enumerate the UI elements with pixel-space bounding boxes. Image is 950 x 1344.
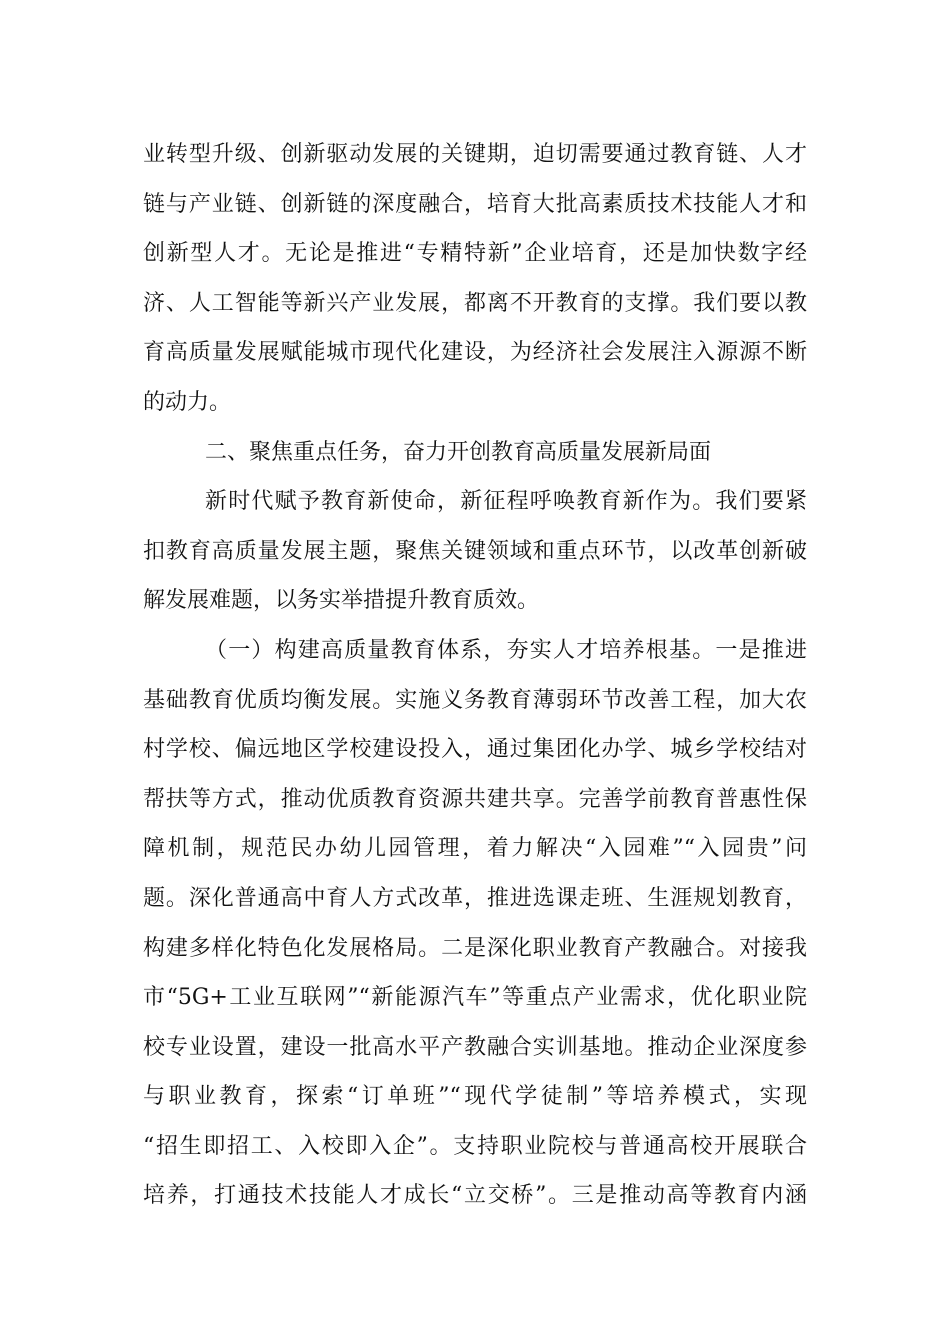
- text-line: 扣教育高质量发展主题，聚焦关键领域和重点环节，以改革创新破: [143, 538, 807, 564]
- text-line: 解发展难题，以务实举措提升教育质效。: [143, 588, 540, 614]
- text-line: 育高质量发展赋能城市现代化建设，为经济社会发展注入源源不断: [143, 340, 807, 366]
- section-heading: 二、聚焦重点任务，奋力开创教育高质量发展新局面: [205, 439, 712, 465]
- text-line: 链与产业链、创新链的深度融合，培育大批高素质技术技能人才和: [143, 191, 807, 217]
- text-line: 济、人工智能等新兴产业发展，都离不开教育的支撑。我们要以教: [143, 290, 807, 316]
- text-line: 新时代赋予教育新使命，新征程呼唤教育新作为。我们要紧: [205, 489, 807, 515]
- text-line: “招生即招工、入校即入企”。支持职业院校与普通高校开展联合: [143, 1133, 807, 1159]
- text-line: 校专业设置，建设一批高水平产教融合实训基地。推动企业深度参: [143, 1034, 807, 1060]
- text-line: 与职业教育，探索“订单班”“现代学徒制”等培养模式，实现: [143, 1084, 807, 1110]
- text-line: 市“5G+工业互联网”“新能源汽车”等重点产业需求，优化职业院: [143, 985, 807, 1011]
- text-line: 业转型升级、创新驱动发展的关键期，迫切需要通过教育链、人才: [143, 142, 807, 167]
- text-line: 基础教育优质均衡发展。实施义务教育薄弱环节改善工程，加大农: [143, 687, 807, 713]
- text-line: 村学校、偏远地区学校建设投入，通过集团化办学、城乡学校结对: [143, 737, 807, 763]
- text-line: 题。深化普通高中育人方式改革，推进选课走班、生涯规划教育，: [143, 885, 807, 911]
- text-line: 培养，打通技术技能人才成长“立交桥”。三是推动高等教育内涵: [143, 1183, 807, 1209]
- text-line: 的动力。: [143, 389, 232, 415]
- text-line: 构建多样化特色化发展格局。二是深化职业教育产教融合。对接我: [143, 935, 807, 961]
- text-line: 帮扶等方式，推动优质教育资源共建共享。完善学前教育普惠性保: [143, 786, 807, 812]
- text-line: 创新型人才。无论是推进“专精特新”企业培育，还是加快数字经: [143, 241, 807, 267]
- document-page: [143, 130, 807, 1221]
- text-line: （一）构建高质量教育体系，夯实人才培养根基。一是推进: [205, 637, 807, 663]
- text-line: 障机制，规范民办幼儿园管理，着力解决“入园难”“入园贵”问: [143, 836, 807, 862]
